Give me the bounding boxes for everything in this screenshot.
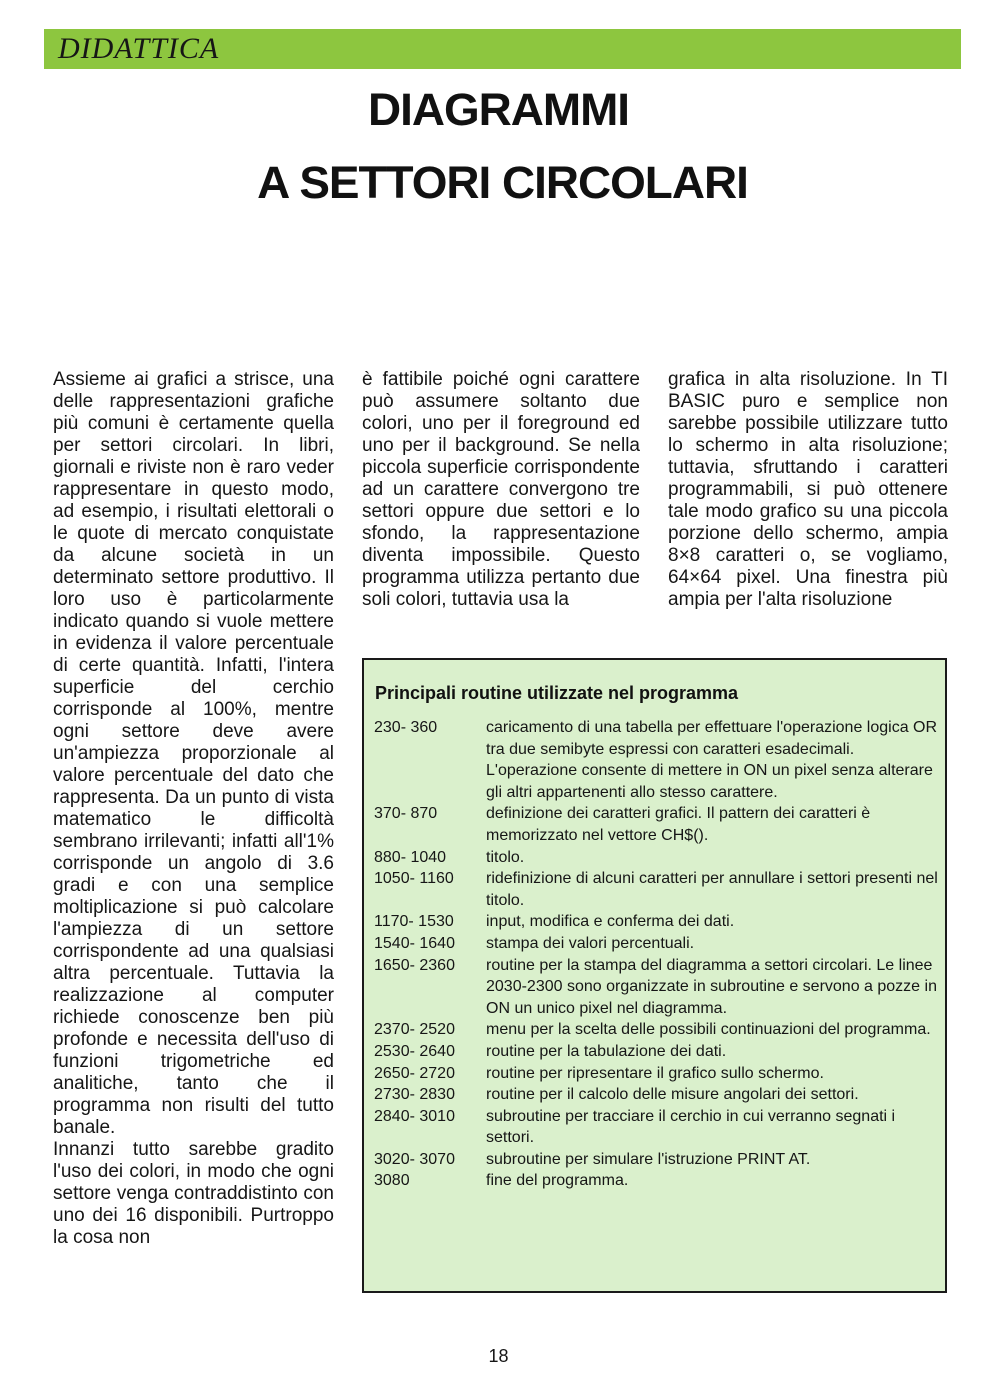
body-column-3 [668, 369, 948, 611]
routine-line-range: 1650- 2360 [374, 956, 455, 974]
body-column-1 [53, 369, 334, 1249]
routine-line-range: 1170- 1530 [374, 913, 454, 931]
routine-description: routine per ripresentare il grafico sullo schermo. [486, 1064, 824, 1082]
routine-row [374, 1170, 940, 1192]
routines-box [362, 658, 947, 1293]
routine-description: caricamento di una tabella per effettuare l'operazione logica OR tra due semibyte espressi con caratteri esadecimali. L'operazione consente di mettere in ON un pixel senza alterare gli altri appartenenti allo stesso carattere. [486, 719, 938, 801]
routine-line-range: 1540- 1640 [374, 934, 455, 952]
routines-list [374, 717, 940, 1192]
routine-description: routine per la tabulazione dei dati. [486, 1042, 727, 1060]
routines-box-title: Principali routine utilizzate nel programma [375, 683, 739, 703]
routine-line-range: 230- 360 [374, 719, 438, 736]
routine-row [374, 1063, 940, 1085]
routine-line-range: 2650- 2720 [374, 1064, 455, 1082]
body-paragraph: è fattibile poiché ogni carattere può assumere soltanto due colori, uno per il foreground ed uno per il background. Se nella piccola superficie corrispondente ad un carattere convergono tre settori oppure due settori e lo sfondo, la rappresentazione diventa impossibile. Questo programma utilizza pertanto due soli colori, tuttavia usa la [362, 369, 640, 610]
routine-line-range: 880- 1040 [374, 848, 447, 866]
routine-row [374, 1106, 940, 1149]
body-paragraph: Innanzi tutto sarebbe gradito l'uso dei colori, in modo che ogni settore venga contraddistinto con uno dei 16 disponibili. Purtroppo la cosa non [53, 1139, 334, 1248]
section-header-bar [44, 29, 961, 69]
routine-description: fine del programma. [486, 1172, 629, 1190]
routine-line-range: 2730- 2830 [374, 1086, 455, 1104]
routine-description: definizione dei caratteri grafici. Il pattern dei caratteri è memorizzato nel vettore CH$(). [486, 805, 871, 844]
routine-line-range: 3020- 3070 [374, 1150, 455, 1168]
page-number: 18 [488, 1346, 509, 1366]
body-paragraph: grafica in alta risoluzione. In TI BASIC puro e semplice non sarebbe possibile utilizzare tutto lo schermo in alta risoluzione; tuttavia, sfruttando i caratteri programmabili, si può ottenere tale modo grafico su una piccola porzione dello schermo, ampia 8×8 caratteri o, se vogliamo, 64×64 pixel. Una finestra più ampia per l'alta risoluzione [668, 369, 948, 610]
body-column-2 [362, 369, 640, 611]
routine-description: subroutine per simulare l'istruzione PRINT AT. [486, 1150, 811, 1168]
routine-row [374, 911, 940, 933]
routine-row [374, 1149, 940, 1171]
routine-row [374, 717, 940, 803]
routine-row [374, 1019, 940, 1041]
routine-line-range: 2370- 2520 [374, 1021, 455, 1039]
routine-description: subroutine per tracciare il cerchio in cui verranno segnati i settori. [486, 1107, 896, 1147]
section-label: DIDATTICA [58, 32, 220, 65]
routine-row [374, 868, 940, 911]
body-paragraph: Assieme ai grafici a strisce, una delle rappresentazioni grafiche più comuni è certamente quella per settori circolari. In libri, giornali e riviste non è raro veder rappresentare in questo modo, ad esempio, i risultati elettorali o le quote di mercato conquistate da alcune società in un determinato settore produttivo. Il loro uso è particolarmente indicato quando si vuole mettere in evidenza il valore percentuale di certe quantità. Infatti, l'intera superficie del cerchio corrisponde al 100%, mentre ogni settore deve avere un'ampiezza proporzionale al valore percentuale del dato che rappresenta. Da un punto di vista matematico le difficoltà sembrano irrilevanti; infatti all'1% corrisponde un angolo di 3.6 gradi e con una semplice moltiplicazione si può calcolare l'ampiezza di un settore corrispondente ad una qualsiasi altra percentuale. Tuttavia la realizzazione al computer richiede conoscenze ben più profonde e necessita dell'uso di funzioni trigometriche ed analitiche, tanto che il programma non risulti del tutto banale. [53, 369, 334, 1138]
routine-description: routine per la stampa del diagramma a settori circolari. Le linee 2030-2300 sono organizzate in subroutine e servono a pozze in ON un unico pixel nel diagramma. [486, 956, 937, 1017]
article-title-line-1: DIAGRAMMI [367, 84, 630, 135]
routine-line-range: 370- 870 [374, 805, 438, 823]
routine-description: ridefinizione di alcuni caratteri per annullare i settori presenti nel titolo. [486, 870, 938, 909]
routine-row [374, 847, 940, 869]
routine-row [374, 933, 940, 955]
routine-description: stampa dei valori percentuali. [486, 934, 695, 952]
routine-row [374, 1084, 940, 1106]
routine-row [374, 803, 940, 846]
routine-line-range: 1050- 1160 [374, 870, 454, 888]
routine-description: titolo. [486, 848, 525, 866]
routine-line-range: 2840- 3010 [374, 1107, 455, 1125]
routine-description: menu per la scelta delle possibili continuazioni del programma. [486, 1021, 931, 1039]
routine-row [374, 1041, 940, 1063]
routine-description: input, modifica e conferma dei dati. [486, 913, 735, 931]
routine-description: routine per il calcolo delle misure angolari dei settori. [486, 1086, 859, 1104]
routine-row [374, 955, 940, 1020]
routine-line-range: 2530- 2640 [374, 1042, 455, 1060]
article-title-line-2: A SETTORI CIRCOLARI [257, 157, 748, 208]
routine-line-range: 3080 [374, 1172, 410, 1190]
